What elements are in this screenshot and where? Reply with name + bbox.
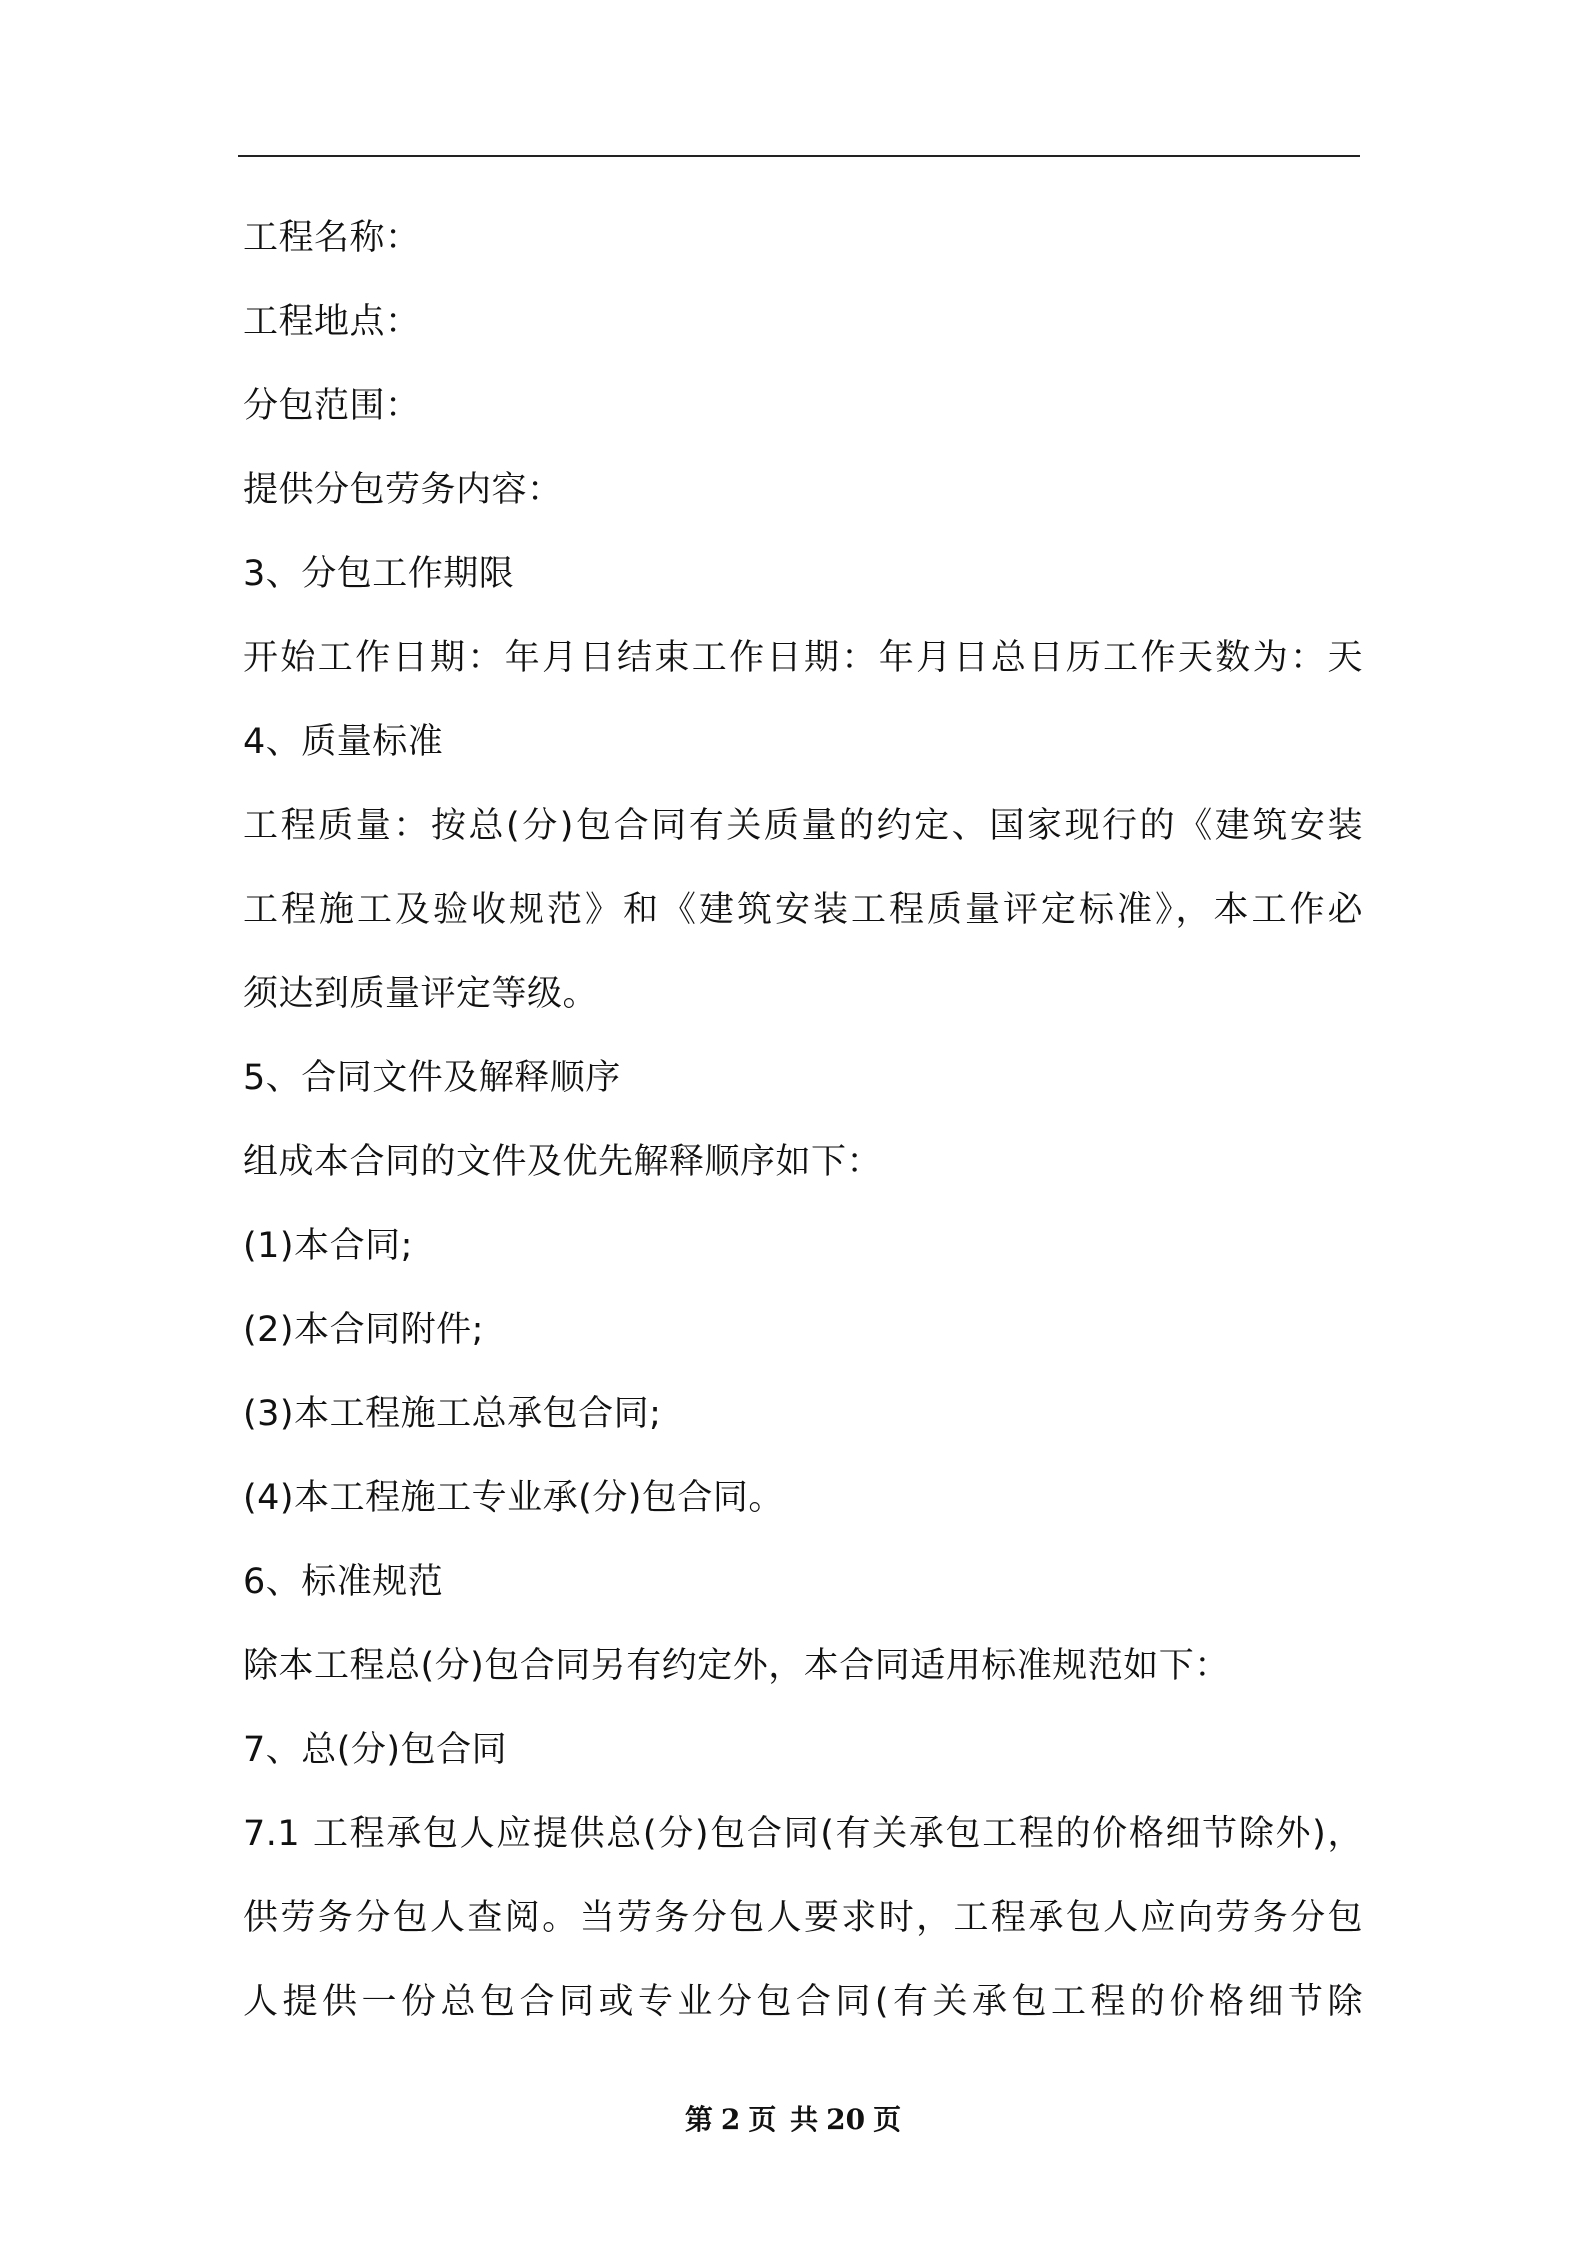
- footer-middle: 页 共: [748, 2103, 819, 2136]
- field-project-location: 工程地点：: [243, 302, 421, 342]
- paragraph-7-1-line-1: 7.1 工程承包人应提供总(分)包合同(有关承包工程的价格细节除外)，: [243, 1814, 1363, 1854]
- paragraph-work-dates: 开始工作日期：年月日结束工作日期：年月日总日历工作天数为：天: [243, 638, 1363, 678]
- list-item: (4)本工程施工专业承(分)包合同。: [243, 1478, 784, 1518]
- paragraph-standards: 除本工程总(分)包合同另有约定外，本合同适用标准规范如下：: [243, 1646, 1230, 1686]
- header-rule: [238, 155, 1360, 157]
- section-heading-7: 7、总(分)包合同: [243, 1730, 508, 1770]
- paragraph-7-1-line-2: 供劳务分包人查阅。当劳务分包人要求时，工程承包人应向劳务分包: [243, 1898, 1363, 1938]
- paragraph-quality-line-1: 工程质量：按总(分)包合同有关质量的约定、国家现行的《建筑安装: [243, 806, 1363, 846]
- field-project-name: 工程名称：: [243, 218, 421, 258]
- footer-prefix: 第: [684, 2103, 713, 2136]
- footer-total-pages: 20: [826, 2103, 866, 2136]
- footer-suffix: 页: [873, 2103, 902, 2136]
- document-body: [243, 196, 1363, 2044]
- footer-current-page: 2: [720, 2103, 741, 2136]
- section-heading-4: 4、质量标准: [243, 722, 444, 762]
- section-heading-5: 5、合同文件及解释顺序: [243, 1058, 621, 1098]
- section-heading-3: 3、分包工作期限: [243, 554, 515, 594]
- paragraph-quality-line-3: 须达到质量评定等级。: [243, 974, 599, 1014]
- list-item: (2)本合同附件;: [243, 1310, 484, 1350]
- field-subcontract-scope: 分包范围：: [243, 386, 421, 426]
- paragraph-7-1-line-3: 人提供一份总包合同或专业分包合同(有关承包工程的价格细节除: [243, 1982, 1363, 2022]
- section-heading-6: 6、标准规范: [243, 1562, 444, 1602]
- list-item: (1)本合同;: [243, 1226, 413, 1266]
- paragraph-document-order: 组成本合同的文件及优先解释顺序如下：: [243, 1142, 883, 1182]
- paragraph-quality-line-2: 工程施工及验收规范》和《建筑安装工程质量评定标准》，本工作必: [243, 890, 1363, 930]
- page-footer: [0, 2098, 1586, 2138]
- list-item: (3)本工程施工总承包合同;: [243, 1394, 662, 1434]
- field-labor-content: 提供分包劳务内容：: [243, 470, 563, 510]
